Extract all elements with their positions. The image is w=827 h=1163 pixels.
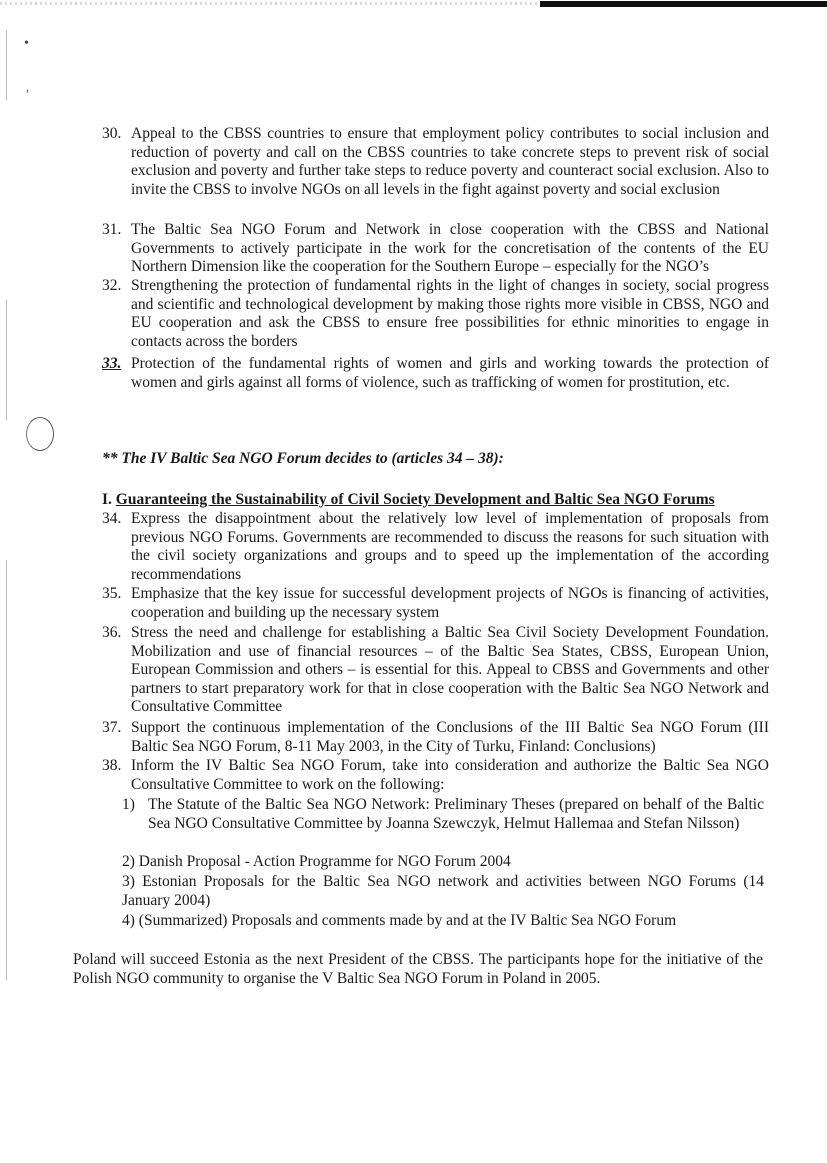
scan-dark-bar — [540, 1, 827, 7]
sub-item-text: 3) Estonian Proposals for the Baltic Sea NGO network and activities between NGO Forums (14 January 2004) — [122, 873, 764, 909]
list-item-38 — [102, 757, 769, 794]
sub-item-3 — [122, 873, 764, 910]
item-number: 35. — [102, 585, 122, 602]
item-number: 33. — [102, 355, 122, 372]
item-number: 32. — [102, 277, 122, 294]
item-text: Emphasize that the key issue for successful development projects of NGOs is financing of activities, cooperation and building up the necessary system — [131, 585, 769, 621]
sub-item-number: 1) — [122, 796, 135, 813]
item-text: Stress the need and challenge for establishing a Baltic Sea Civil Society Development Foundation. Mobilization and use of financial resources – of the Baltic Sea States, CBSS, European Union, European Commission and others – is essential for this. Appeal to CBSS and Governments and other partners to start preparatory work for that in close cooperation with the Baltic Sea NGO Network and Consultative Committee — [131, 624, 769, 715]
list-item-34 — [102, 510, 769, 584]
item-number: 37. — [102, 719, 122, 736]
closing-paragraph: Poland will succeed Estonia as the next President of the CBSS. The participants hope for the initiative of the Polish NGO community to organise the V Baltic Sea NGO Forum in Poland in 2005. — [73, 951, 763, 987]
list-item-33 — [102, 355, 769, 392]
item-text: The Baltic Sea NGO Forum and Network in close cooperation with the CBSS and National Governments to actively participate in the work for the concretisation of the contents of the EU Northern Dimension like the cooperation for the Southern Europe – especially for the NGO’s — [131, 221, 769, 275]
list-item-37 — [102, 719, 769, 756]
item-text: Strengthening the protection of fundamental rights in the light of changes in society, social progress and scientific and technological development by making those rights more visible in CBSS, NGO and EU cooperation and ask the CBSS to ensure free possibilities for ethnic minorities to engage in contacts across the borders — [131, 277, 769, 350]
scan-speckle — [0, 2, 560, 5]
item-number: 36. — [102, 624, 122, 641]
list-item-36 — [102, 624, 769, 717]
scan-margin-line — [6, 560, 7, 980]
section-title: Guaranteeing the Sustainability of Civil Society Development and Baltic Sea NGO Forums — [115, 491, 715, 508]
item-text: Inform the IV Baltic Sea NGO Forum, take into consideration and authorize the Baltic Sea NGO Consultative Committee to work on the following: — [131, 757, 769, 793]
item-text: Express the disappointment about the relatively low level of implementation of proposals from previous NGO Forums. Governments are recommended to discuss the reasons for such situation with the civil society organizations and groups and to speed up the implementation of the according recommendations — [131, 510, 769, 583]
sub-item-text: The Statute of the Baltic Sea NGO Network: Preliminary Theses (prepared on behalf of the Baltic Sea NGO Consultative Committee by Joanna Szewczyk, Helmut Hallemaa and Stefan Nilsson) — [148, 796, 764, 832]
sub-item-2 — [122, 853, 764, 872]
list-item-35 — [102, 585, 769, 622]
scan-margin-dot: • — [24, 36, 29, 51]
scan-margin-line — [6, 300, 7, 420]
item-number: 38. — [102, 757, 122, 774]
item-text: Support the continuous implementation of the Conclusions of the III Baltic Sea NGO Forum (III Baltic Sea NGO Forum, 8-11 May 2003, in the City of Turku, Finland: Conclusions) — [131, 719, 769, 755]
sub-item-text: 4) (Summarized) Proposals and comments made by and at the IV Baltic Sea NGO Forum — [122, 912, 677, 929]
scan-margin-line — [6, 30, 7, 100]
scan-margin-tick: , — [26, 80, 29, 94]
section-heading — [102, 491, 715, 510]
item-number: 31. — [102, 221, 122, 238]
item-number: 30. — [102, 125, 122, 142]
item-number: 34. — [102, 510, 122, 527]
forum-decision-heading: ** The IV Baltic Sea NGO Forum decides to (articles 34 – 38): — [102, 450, 504, 467]
sub-item-1 — [122, 796, 764, 833]
item-text: Appeal to the CBSS countries to ensure that employment policy contributes to social inclusion and reduction of poverty and call on the CBSS countries to take concrete steps to prevent risk of social exclusion and poverty and further take steps to reduce poverty and counteract social exclusion. Also to invite the CBSS to involve NGOs on all levels in the fight against poverty and social exclusion — [131, 125, 769, 198]
sub-item-text: 2) Danish Proposal - Action Programme for NGO Forum 2004 — [122, 853, 511, 870]
list-item-32 — [102, 277, 769, 351]
list-item-30 — [102, 125, 769, 199]
section-prefix: I. — [102, 491, 116, 508]
scan-top-edge — [0, 0, 827, 9]
sub-item-4 — [122, 912, 764, 931]
item-text: Protection of the fundamental rights of women and girls and working towards the protection of women and girls against all forms of violence, such as trafficking of women for prostitution, etc. — [131, 355, 769, 391]
list-item-31 — [102, 221, 769, 277]
punch-hole — [26, 417, 54, 451]
